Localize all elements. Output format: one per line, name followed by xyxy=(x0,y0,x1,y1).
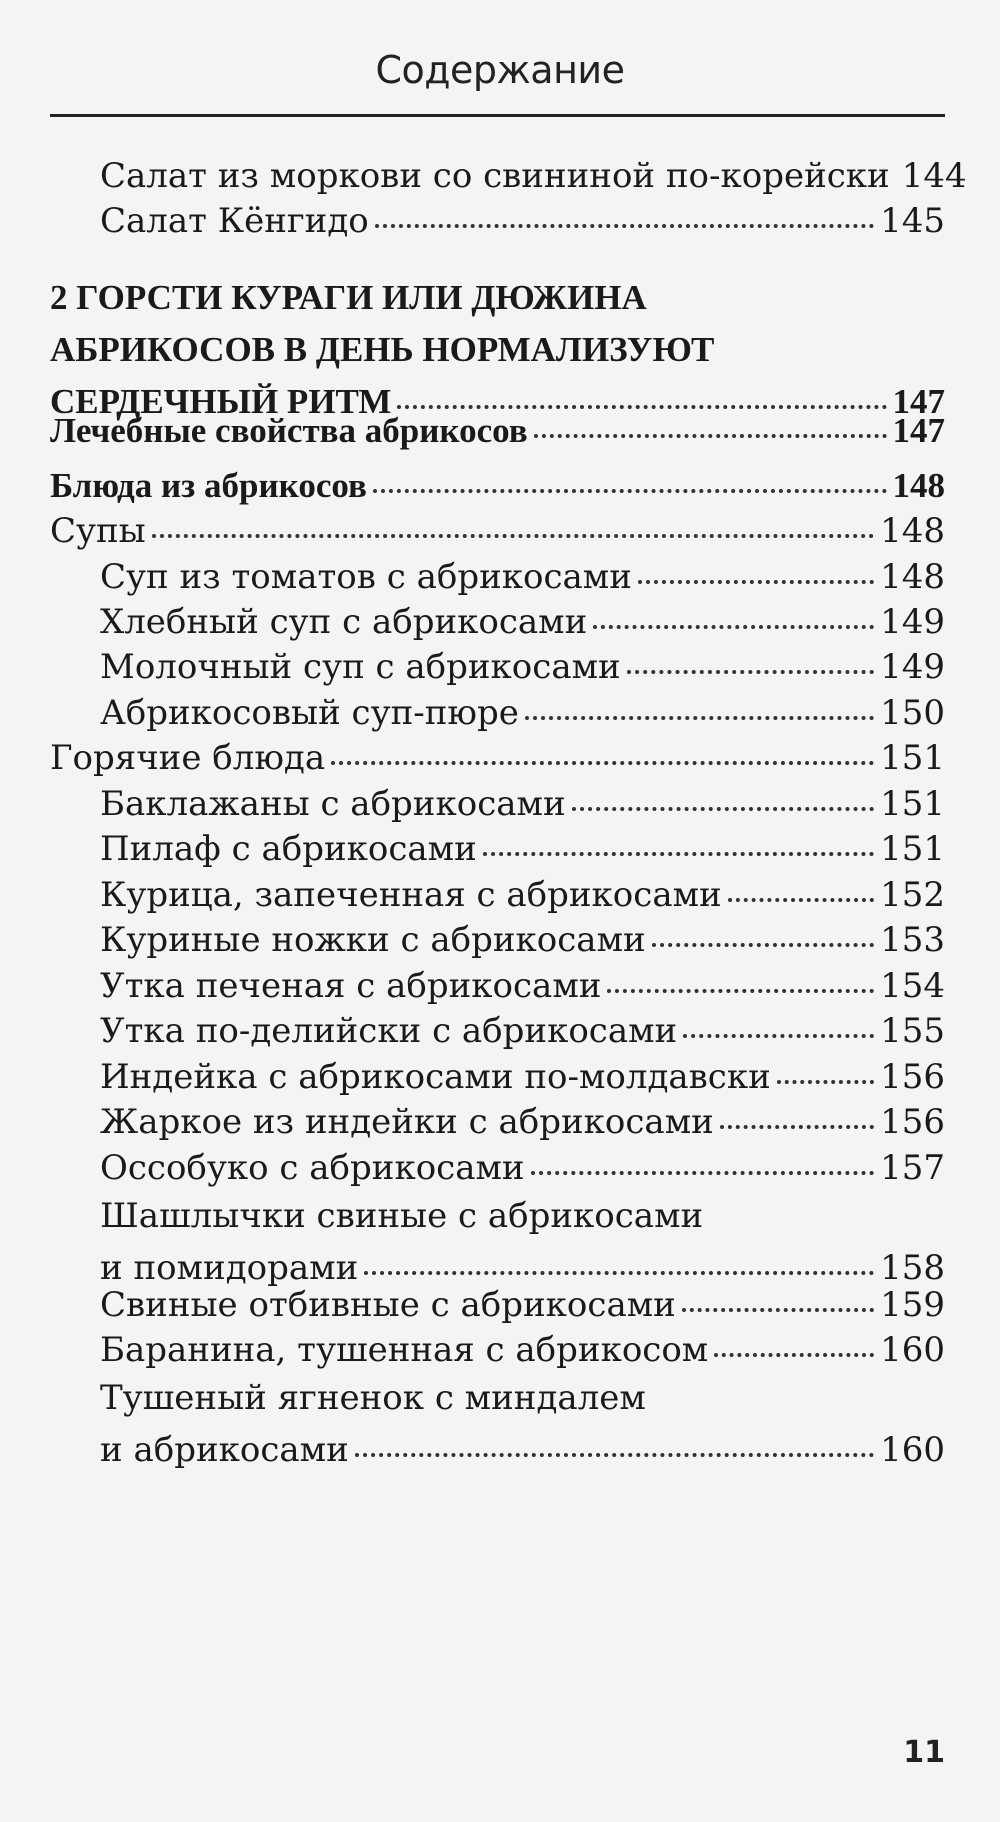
dot-leader xyxy=(607,989,874,993)
toc-entry-title: Свиные отбивные с абрикосами xyxy=(100,1285,676,1325)
toc-entry-line xyxy=(100,195,945,247)
toc-entry-title: СЕРДЕЧНЫЙ РИТМ xyxy=(50,382,392,421)
dot-leader xyxy=(375,224,874,228)
toc-entry-page: 156 xyxy=(880,1102,945,1142)
toc-entry xyxy=(100,914,945,966)
dot-leader xyxy=(572,807,874,811)
dot-leader xyxy=(652,943,874,947)
toc-entry-line xyxy=(100,1096,945,1148)
toc-entry-line xyxy=(100,1324,945,1376)
toc-entry-line xyxy=(100,1142,945,1194)
toc-entry-title-line: Шашлычки свиные с абрикосами xyxy=(100,1196,704,1236)
toc-entry-page: 145 xyxy=(880,201,945,241)
dot-leader xyxy=(714,1353,874,1357)
toc-entry-line xyxy=(50,505,945,557)
toc-entry-page: 151 xyxy=(880,738,945,778)
toc-entry-title: Суп из томатов с абрикосами xyxy=(100,557,632,597)
toc-entry-line xyxy=(100,914,945,966)
toc-entry xyxy=(50,732,945,784)
toc-entry xyxy=(100,823,945,875)
toc-entry-page: 156 xyxy=(880,1057,945,1097)
toc-entry-page: 147 xyxy=(892,382,945,421)
toc-entry-title: Утка по-делийски с абрикосами xyxy=(100,1011,678,1051)
toc-entry-page: 154 xyxy=(880,966,945,1006)
toc-entry xyxy=(100,1372,945,1476)
toc-entry-title: Блюда из абрикосов xyxy=(50,466,367,505)
toc-entry xyxy=(100,641,945,693)
toc-entry-page: 153 xyxy=(880,920,945,960)
toc-entry xyxy=(100,195,945,247)
toc-entry-title: Оссобуко с абрикосами xyxy=(100,1148,525,1188)
toc-entry-page: 151 xyxy=(880,829,945,869)
toc-entry-title: Лечебные свойства абрикосов xyxy=(50,411,528,450)
dot-leader xyxy=(531,1171,875,1175)
toc-entry-title: Салат Кёнгидо xyxy=(100,201,369,241)
toc-entry-title: Супы xyxy=(50,511,146,551)
toc-entry-line xyxy=(100,823,945,875)
toc-entry-page: 158 xyxy=(880,1248,945,1288)
toc-entry-line xyxy=(100,641,945,693)
toc-entry-title: Куриные ножки с абрикосами xyxy=(100,920,646,960)
toc-entry-title: Горячие блюда xyxy=(50,738,326,778)
toc-entry-page: 144 xyxy=(901,156,967,196)
dot-leader xyxy=(152,534,874,538)
toc-entry-page: 157 xyxy=(880,1148,945,1188)
dot-leader xyxy=(525,716,874,720)
toc-entry-title-line: Тушеный ягненок с миндалем xyxy=(100,1378,646,1418)
toc-entry-title: Индейка с абрикосами по-молдавски xyxy=(100,1057,771,1097)
dot-leader xyxy=(355,1453,874,1457)
toc-entry-title: и абрикосами xyxy=(100,1430,349,1470)
toc-entry xyxy=(100,1096,945,1148)
toc-entry xyxy=(100,1324,945,1376)
toc-entry-line xyxy=(100,1424,945,1476)
page-number: 11 xyxy=(903,1735,945,1770)
toc-entry-line xyxy=(50,405,945,457)
toc-entry-page: 148 xyxy=(880,511,945,551)
dot-leader xyxy=(777,1080,874,1084)
toc-entry-page: 148 xyxy=(892,466,945,505)
toc-entry-title: Пилаф с абрикосами xyxy=(100,829,477,869)
toc-entry-title: Хлебный суп с абрикосами xyxy=(100,602,588,642)
dot-leader xyxy=(331,761,874,765)
dot-leader xyxy=(720,1125,874,1129)
toc-entry-page: 155 xyxy=(880,1011,945,1051)
toc-entry-title: Салат из моркови со свининой по-корейски xyxy=(100,156,890,196)
toc-entry-title-line: АБРИКОСОВ В ДЕНЬ НОРМАЛИЗУЮТ xyxy=(50,330,715,369)
toc-entry-page: 151 xyxy=(880,784,945,824)
toc-entry-page: 149 xyxy=(880,602,945,642)
dot-leader xyxy=(593,625,874,629)
toc-entry-page: 159 xyxy=(880,1285,945,1325)
dot-leader xyxy=(483,852,874,856)
toc-entry-title: Баклажаны с абрикосами xyxy=(100,784,566,824)
toc-entry-title: Курица, запеченная с абрикосами xyxy=(100,875,722,915)
dot-leader xyxy=(534,434,887,438)
toc-entry xyxy=(50,405,945,457)
dot-leader xyxy=(728,898,874,902)
toc-entry-page: 152 xyxy=(880,875,945,915)
toc-entry-title: Жаркое из индейки с абрикосами xyxy=(100,1102,714,1142)
toc-entry-page: 147 xyxy=(892,411,945,450)
dot-leader xyxy=(638,580,874,584)
dot-leader xyxy=(373,489,887,493)
toc-entry xyxy=(100,1005,945,1057)
dot-leader xyxy=(682,1308,874,1312)
toc-entry-line xyxy=(100,1005,945,1057)
header-rule xyxy=(50,114,945,117)
toc-entry-page: 160 xyxy=(880,1330,945,1370)
toc-entry-line xyxy=(50,732,945,784)
toc-entry-page: 150 xyxy=(880,693,945,733)
toc-entry-page: 148 xyxy=(880,557,945,597)
toc-entry-page: 160 xyxy=(880,1430,945,1470)
dot-leader xyxy=(364,1271,874,1275)
toc-entry xyxy=(100,1142,945,1194)
toc-entry-page: 149 xyxy=(880,647,945,687)
toc-entry-title: Молочный суп с абрикосами xyxy=(100,647,621,687)
dot-leader xyxy=(627,670,874,674)
page-header-title: Содержание xyxy=(375,48,625,92)
dot-leader xyxy=(683,1034,874,1038)
toc-entry-title-line: 2 ГОРСТИ КУРАГИ ИЛИ ДЮЖИНА xyxy=(50,278,647,317)
toc-entry-title: Утка печеная с абрикосами xyxy=(100,966,602,1006)
toc-entry-title: Баранина, тушенная с абрикосом xyxy=(100,1330,709,1370)
toc-entry xyxy=(50,505,945,557)
toc-entry-title: Абрикосовый суп-пюре xyxy=(100,693,519,733)
toc-entry-title: и помидорами xyxy=(100,1248,359,1288)
